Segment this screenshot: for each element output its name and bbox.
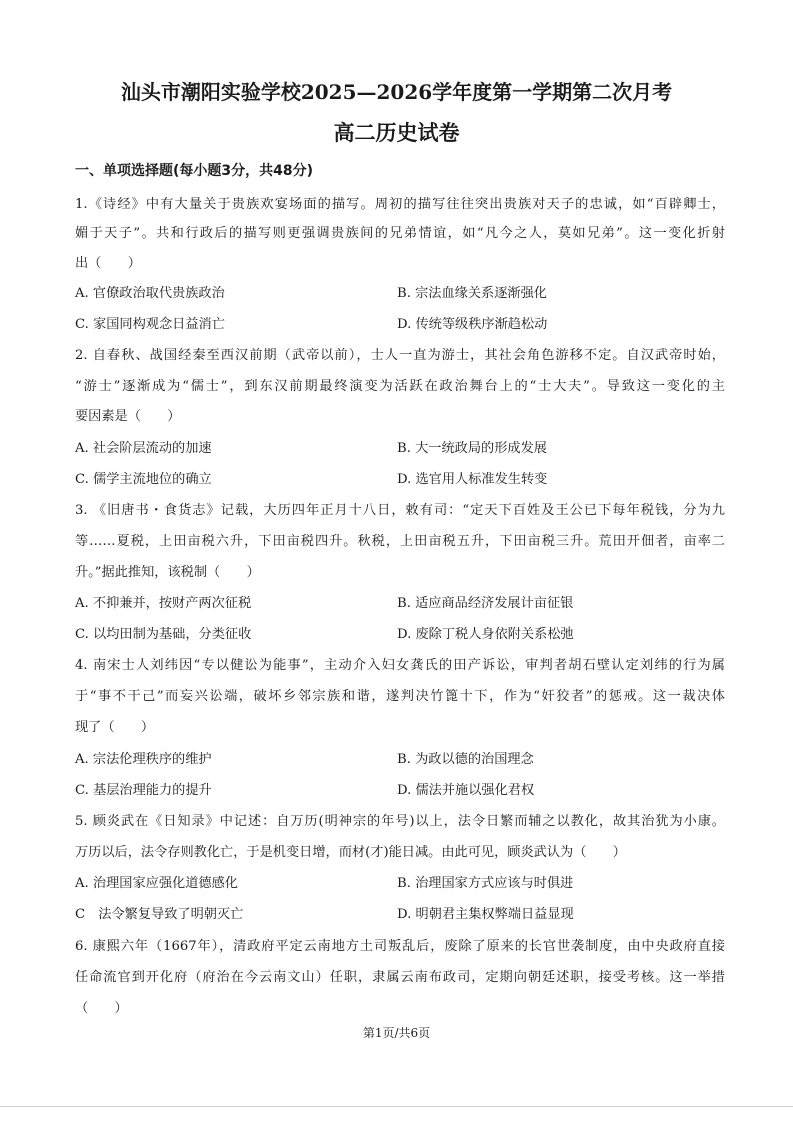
q1-option-c: C. 家国同构观念日益消亡 bbox=[75, 317, 225, 332]
q3-option-a: A. 不抑兼并，按财产两次征税 bbox=[75, 596, 252, 611]
q2-stem-line-3: 要因素是（ ） bbox=[75, 409, 181, 424]
q2-option-b: B. 大一统政局的形成发展 bbox=[397, 441, 547, 456]
q3-option-b: B. 适应商品经济发展计亩征银 bbox=[397, 596, 574, 611]
q3-option-d: D. 废除丁税人身依附关系松弛 bbox=[397, 627, 574, 642]
q3-stem-line-3: 升。”据此推知，该税制（ ） bbox=[75, 565, 260, 580]
q1-option-d: D. 传统等级秩序渐趋松动 bbox=[397, 317, 548, 332]
q6-stem-line-2: 任命流官到开化府（府治在今云南文山）任职，隶属云南布政司，定期向朝廷述职，接受考核。这一举措 bbox=[75, 970, 725, 985]
q2-option-a: A. 社会阶层流动的加速 bbox=[75, 441, 212, 456]
q4-option-b: B. 为政以德的治国理念 bbox=[397, 752, 534, 767]
q5-option-d: D. 明朝君主集权弊端日益显现 bbox=[397, 907, 574, 922]
q1-stem-line-2: 媚于天子”。共和行政后的描写则更强调贵族间的兄弟情谊，如“凡今之人，莫如兄弟”。这一变化折射 bbox=[75, 226, 725, 241]
exam-title: 汕头市潮阳实验学校2025—2026学年度第一学期第二次月考 bbox=[120, 80, 673, 104]
q6-stem-line-3: （ ） bbox=[75, 1001, 128, 1016]
q5-stem-line-1: 5. 顾炎武在《日知录》中记述：自万历(明神宗的年号)以上，法令日繁而辅之以教化，故其治犹为小康。 bbox=[75, 814, 725, 829]
q1-stem-line-1: 1.《诗经》中有大量关于贵族欢宴场面的描写。周初的描写往往突出贵族对天子的忠诚，如“百辟卿士， bbox=[75, 197, 725, 212]
q5-option-a: A. 治理国家应强化道德感化 bbox=[75, 876, 238, 891]
q4-stem-line-3: 现了（ ） bbox=[75, 720, 155, 735]
q4-option-d: D. 儒法并施以强化君权 bbox=[397, 783, 535, 798]
q1-option-a: A. 官僚政治取代贵族政治 bbox=[75, 286, 225, 301]
q2-stem-line-2: “游士”逐渐成为“儒士”，到东汉前期最终演变为活跃在政治舞台上的“士大夫”。导致这一变化的主 bbox=[75, 379, 725, 394]
page-number: 第1页/共6页 bbox=[362, 1026, 431, 1040]
q2-option-d: D. 选官用人标准发生转变 bbox=[397, 472, 548, 487]
q6-stem-line-1: 6. 康熙六年（1667年），清政府平定云南地方土司叛乱后，废除了原来的长官世袭制度，由中央政府直接 bbox=[75, 939, 725, 954]
exam-subtitle: 高二历史试卷 bbox=[333, 120, 460, 145]
q2-option-c: C. 儒学主流地位的确立 bbox=[75, 472, 212, 487]
q5-option-c: C 法令繁复导致了明朝灭亡 bbox=[75, 907, 244, 922]
q3-option-c: C. 以均田制为基础，分类征收 bbox=[75, 627, 252, 642]
q4-option-a: A. 宗法伦理秩序的维护 bbox=[75, 752, 212, 767]
q4-stem-line-2: 于“事不干己”而妄兴讼端，破坏乡邻宗族和谐，遂判决竹篦十下，作为“奸狡者”的惩戒。这一裁决体 bbox=[75, 689, 725, 704]
q1-stem-line-3: 出（ ） bbox=[75, 256, 141, 271]
q4-option-c: C. 基层治理能力的提升 bbox=[75, 783, 212, 798]
q5-option-b: B. 治理国家方式应该与时俱进 bbox=[397, 876, 574, 891]
q1-option-b: B. 宗法血缘关系逐渐强化 bbox=[397, 286, 547, 301]
bottom-divider bbox=[0, 1106, 793, 1107]
q5-stem-line-2: 万历以后，法令存则教化亡，于是机变日增，而材(才)能日减。由此可见，顾炎武认为（ ） bbox=[75, 845, 626, 860]
section-heading: 一、单项选择题(每小题3分，共48分) bbox=[75, 163, 314, 179]
q3-stem-line-1: 3. 《旧唐书・食货志》记载，大历四年正月十八日，敕有司：“定天下百姓及王公已下每年税钱，分为九 bbox=[75, 503, 725, 518]
q2-stem-line-1: 2. 自春秋、战国经秦至西汉前期（武帝以前），士人一直为游士，其社会角色游移不定。自汉武帝时始， bbox=[75, 348, 725, 363]
q4-stem-line-1: 4. 南宋士人刘纬因“专以健讼为能事”，主动介入妇女龚氏的田产诉讼，审判者胡石壁认定刘纬的行为属 bbox=[75, 658, 725, 673]
q3-stem-line-2: 等……夏税，上田亩税六升，下田亩税四升。秋税，上田亩税五升，下田亩税三升。荒田开佃者，亩率二 bbox=[75, 534, 725, 549]
